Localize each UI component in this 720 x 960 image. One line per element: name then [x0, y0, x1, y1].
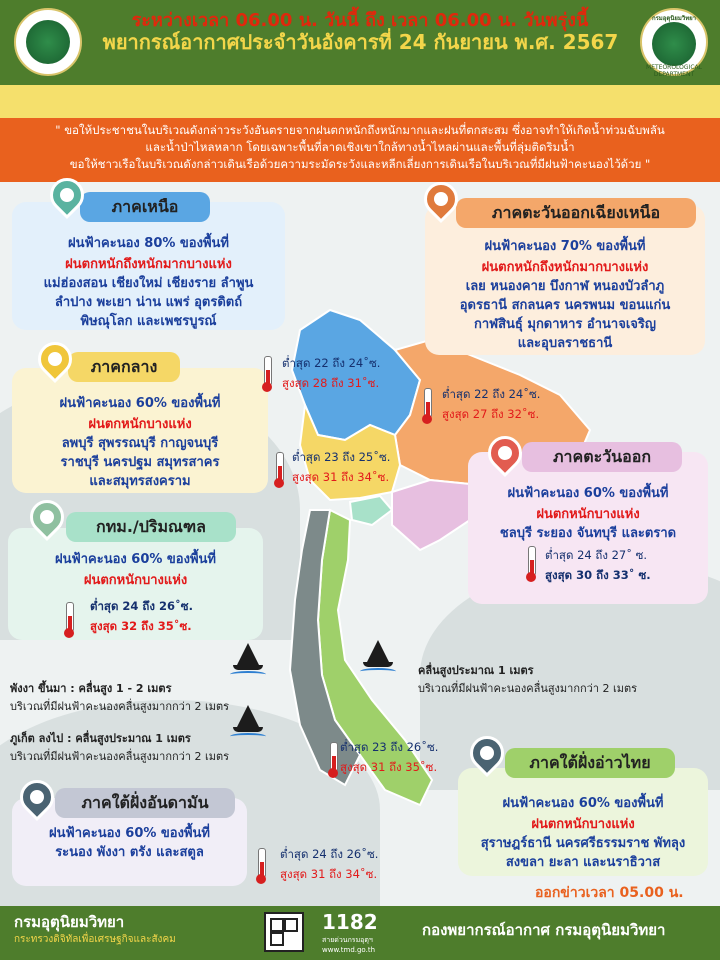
thermometer-icon: [258, 848, 266, 878]
subheader-bar: [0, 85, 720, 118]
south-gulf-province-1: สุราษฎร์ธานี นครศรีธรรมราช พัทลุง: [480, 836, 686, 851]
central-heavy: ฝนตกหนักบางแห่ง: [88, 417, 192, 432]
bangkok-heavy: ฝนตกหนักบางแห่ง: [83, 573, 188, 588]
bangkok-title: กทม./ปริมณฑล: [66, 512, 236, 542]
logo-org-text: กรมอุตุนิยมวิทยา: [651, 15, 697, 22]
north-province-3: พิษณุโลก และเพชรบูรณ์: [80, 314, 217, 329]
notice-line-1: " ขอให้ประชาชนในบริเวณดังกล่าวระวังอันตรายจากฝนตกหนักถึงหนักมากและฝนที่ตกสะสม ซึ่งอาจทำให้เกิดน้ำท่วมฉับพลัน: [55, 123, 665, 137]
central-title: ภาคกลาง: [68, 352, 180, 382]
bangkok-rain: ฝนฟ้าคะนอง 60% ของพื้นที่: [55, 552, 216, 567]
northeast-title: ภาคตะวันออกเฉียงเหนือ: [456, 198, 696, 228]
south-gulf-province-2: สงขลา ยะลา และนราธิวาส: [505, 855, 661, 870]
northeast-province-2: อุดรธานี สกลนคร นครพนม ขอนแก่น: [459, 298, 671, 313]
map-east: [392, 480, 480, 550]
page-title: พยากรณ์อากาศประจำวันอังคารที่ 24 กันยายน พ.ศ. 2567: [102, 30, 619, 54]
thermometer-icon: [264, 356, 272, 386]
central-rain: ฝนฟ้าคะนอง 60% ของพื้นที่: [59, 396, 221, 411]
north-heavy: ฝนตกหนักถึงหนักมากบางแห่ง: [65, 257, 232, 272]
wave-icon: [230, 671, 266, 678]
card-central: [12, 368, 268, 493]
wave-phangnga-detail: บริเวณที่มีฝนฟ้าคะนองคลื่นสูงมากกว่า 2 เมตร: [10, 700, 230, 713]
central-province-1: ลพบุรี สุพรรณบุรี กาญจนบุรี: [61, 436, 219, 451]
logo-org-subtext: METEOROLOGICAL DEPARTMENT: [646, 64, 702, 78]
thermometer-icon: [528, 546, 536, 576]
northeast-temp-min: ต่ำสุด 22 ถึง 24˚ซ.: [442, 387, 541, 401]
east-rain: ฝนฟ้าคะนอง 60% ของพื้นที่: [507, 486, 669, 501]
northeast-province-3: กาฬสินธุ์ มุกดาหาร อำนาจเจริญ: [474, 317, 656, 332]
east-temp-min: ต่ำสุด 24 ถึง 27˚ ซ.: [545, 548, 648, 562]
north-province-1: แม่ฮ่องสอน เชียงใหม่ เชียงราย ลำพูน: [43, 276, 254, 291]
central-temp-max: สูงสุด 31 ถึง 34˚ซ.: [292, 470, 390, 484]
boat-icon: [237, 643, 259, 665]
hotline-number: 1182: [322, 910, 378, 934]
thermometer-icon: [424, 388, 432, 418]
south-gulf-temp-max: สูงสุด 31 ถึง 35˚ซ.: [340, 760, 438, 774]
boat-icon: [367, 640, 389, 662]
north-province-2: ลำปาง พะเยา น่าน แพร่ อุตรดิตถ์: [54, 295, 243, 310]
northeast-province-1: เลย หนองคาย บึงกาฬ หนองบัวลำภู: [465, 279, 665, 294]
wave-phuket-detail: บริเวณที่มีฝนฟ้าคะนองคลื่นสูงมากกว่า 2 เมตร: [10, 750, 230, 763]
central-province-3: และสมุทรสงคราม: [89, 474, 191, 489]
northeast-heavy: ฝนตกหนักถึงหนักมากบางแห่ง: [481, 260, 649, 275]
east-temp-max: สูงสุด 30 ถึง 33˚ ซ.: [545, 568, 651, 582]
north-temp-min: ต่ำสุด 22 ถึง 24˚ซ.: [282, 356, 381, 370]
south-andaman-rain: ฝนฟ้าคะนอง 60% ของพื้นที่: [49, 826, 210, 841]
wave-icon: [360, 668, 396, 675]
north-rain: ฝนฟ้าคะนอง 80% ของพื้นที่: [68, 236, 229, 251]
east-province-1: ชลบุรี ระยอง จันทบุรี และตราด: [499, 526, 677, 541]
map-bangkok: [350, 496, 392, 525]
south-gulf-title: ภาคใต้ฝั่งอ่าวไทย: [505, 748, 675, 778]
south-gulf-rain: ฝนฟ้าคะนอง 60% ของพื้นที่: [502, 796, 664, 811]
boat-icon: [363, 662, 393, 667]
footer-ministry: กระทรวงดิจิทัลเพื่อเศรษฐกิจและสังคม: [14, 934, 176, 945]
wave-icon: [230, 733, 266, 740]
boat-icon: [233, 665, 263, 670]
east-heavy: ฝนตกหนักบางแห่ง: [536, 507, 640, 522]
north-temp-max: สูงสุด 28 ถึง 31˚ซ.: [282, 376, 380, 390]
central-temp-min: ต่ำสุด 23 ถึง 25˚ซ.: [292, 450, 391, 464]
notice-line-2: และน้ำป่าไหลหลาก โดยเฉพาะพื้นที่ลาดเชิงเขาใกล้ทางน้ำไหลผ่านและพื้นที่ลุ่มติดริมน้ำ: [145, 140, 575, 154]
south-gulf-temp-min: ต่ำสุด 23 ถึง 26˚ซ.: [340, 740, 439, 754]
bangkok-temp-min: ต่ำสุด 24 ถึง 26˚ซ.: [90, 599, 193, 613]
card-south-gulf: [458, 768, 708, 876]
footer-division: กองพยากรณ์อากาศ กรมอุตุนิยมวิทยา: [422, 921, 666, 939]
thermometer-icon: [330, 742, 338, 772]
wave-phuket-title: ภูเก็ต ลงไป : คลื่นสูงประมาณ 1 เมตร: [10, 732, 191, 745]
thermometer-icon: [66, 602, 74, 632]
hotline-label: สายด่วนกรมอุตุฯ: [322, 936, 373, 944]
thermometer-icon: [276, 452, 284, 482]
south-andaman-temp-max: สูงสุด 31 ถึง 34˚ซ.: [280, 867, 378, 881]
central-province-2: ราชบุรี นครปฐม สมุทรสาคร: [60, 455, 220, 470]
south-gulf-heavy: ฝนตกหนักบางแห่ง: [531, 817, 635, 832]
south-andaman-title: ภาคใต้ฝั่งอันดามัน: [55, 788, 235, 818]
south-andaman-temp-min: ต่ำสุด 24 ถึง 26˚ซ.: [280, 847, 379, 861]
northeast-province-4: และอุบลราชธานี: [517, 336, 613, 351]
northeast-temp-max: สูงสุด 27 ถึง 32˚ซ.: [442, 407, 540, 421]
northeast-rain: ฝนฟ้าคะนอง 70% ของพื้นที่: [484, 239, 646, 254]
boat-icon: [233, 727, 263, 732]
wave-gulf-detail: บริเวณที่มีฝนฟ้าคะนองคลื่นสูงมากกว่า 2 เมตร: [418, 682, 638, 695]
footer-org: กรมอุตุนิยมวิทยา: [14, 913, 125, 931]
qr-code-icon: [264, 912, 304, 952]
notice-line-3: ขอให้ชาวเรือในบริเวณดังกล่าวเดินเรือด้วยความระมัดระวังและหลีกเลี่ยงการเดินเรือในบริเวณที่มีฝนฟ้าคะนองไว้ด้วย ": [69, 157, 651, 171]
issued-time: ออกข่าวเวลา 05.00 น.: [535, 885, 684, 901]
wave-phangnga-title: พังงา ขึ้นมา : คลื่นสูง 1 - 2 เมตร: [10, 682, 172, 695]
south-andaman-province-1: ระนอง พังงา ตรัง และสตูล: [55, 845, 204, 860]
wave-gulf-title: คลื่นสูงประมาณ 1 เมตร: [418, 664, 534, 677]
website-link[interactable]: www.tmd.go.th: [322, 946, 375, 954]
forecast-period: ระหว่างเวลา 06.00 น. วันนี้ ถึง เวลา 06.00 น. วันพรุ่งนี้: [131, 10, 589, 31]
north-title: ภาคเหนือ: [80, 192, 210, 222]
boat-icon: [237, 705, 259, 727]
east-title: ภาคตะวันออก: [522, 442, 682, 472]
bangkok-temp-max: สูงสุด 32 ถึง 35˚ซ.: [90, 619, 192, 633]
warning-notice: [0, 118, 720, 182]
